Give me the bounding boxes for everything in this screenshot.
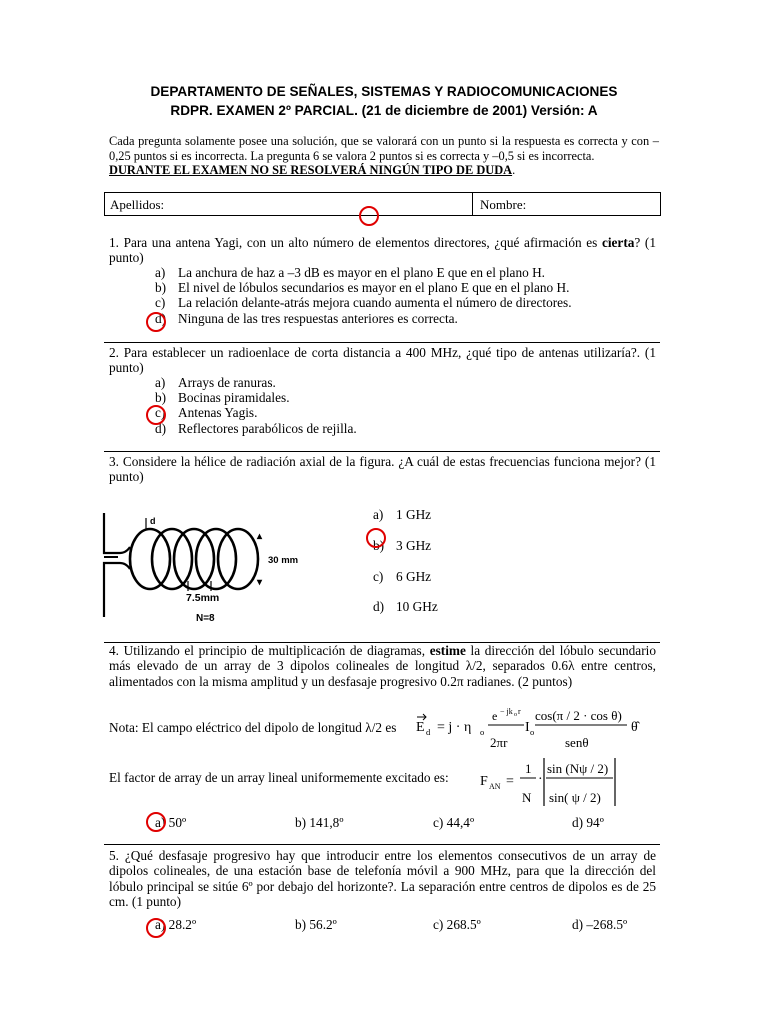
svg-text:o: o [514, 712, 517, 718]
answer-mark-circle [146, 405, 166, 425]
svg-text:d: d [426, 727, 431, 737]
svg-text:F: F [480, 774, 488, 789]
option-letter: a) [155, 815, 166, 830]
option[interactable] [373, 592, 438, 623]
question-4 [109, 643, 656, 689]
option-text: La relación delante-atrás mejora cuando aumenta el número de directores. [178, 295, 572, 311]
question-5: 5. ¿Qué desfasaje progresivo hay que introducir entre los elementos consecutivos de un array de dipolos colineales, de una estación base de telefonía móvil a 900 MHz, para que la dirección del lóbulo principal se sitúe 6º por debajo del horizonte?. La separación entre centros de dipolos es de 25 cm. (1 punto) [109, 848, 656, 910]
option-text: 10 GHz [396, 599, 438, 615]
option[interactable] [155, 405, 357, 420]
exam-title: RDPR. EXAMEN 2º PARCIAL. (21 de diciembre de 2001) Versión: A [170, 103, 598, 118]
option-text: 50º [168, 815, 187, 830]
figure-diameter-label: 30 mm [268, 555, 299, 566]
question-1-bold: cierta [601, 235, 635, 250]
divider [104, 342, 660, 343]
option[interactable] [433, 815, 474, 831]
divider [104, 451, 660, 452]
option-letter: c) [373, 568, 384, 584]
figure-pitch-label: 7.5mm [186, 592, 220, 604]
svg-text:·: · [538, 772, 543, 787]
option-text: –268.5º [586, 917, 628, 932]
dipole-field-note: Nota: El campo eléctrico del dipolo de longitud λ/2 es [109, 720, 397, 735]
divider [104, 844, 660, 845]
option-letter: b) [155, 390, 167, 406]
option[interactable] [433, 917, 481, 933]
option-letter: d) [373, 599, 385, 615]
option[interactable] [155, 421, 357, 436]
instructions-text: Cada pregunta solamente posee una solución, que se valorará con un punto si la respuesta es correcta y con –0,25 puntos si es incorrecta. La pregunta 6 se valora 2 puntos si es correcta y –0,5 si es incorrecta. [109, 134, 659, 163]
option-text: La anchura de haz a –3 dB es mayor en el plano E que en el plano H. [178, 265, 546, 280]
option[interactable] [572, 815, 604, 831]
option-letter: b) [295, 815, 307, 830]
answer-mark-circle [146, 312, 166, 332]
svg-text:= j · η: = j · η [437, 720, 472, 735]
option-text: 56.2º [309, 917, 337, 932]
option-letter: d) [155, 310, 167, 326]
svg-text:θ̂: θ̂ [631, 720, 638, 735]
figure-turns-label: N=8 [196, 613, 215, 624]
name-form-divider [472, 193, 473, 215]
option-text: Bocinas piramidales. [178, 390, 290, 406]
helix-figure [100, 505, 300, 630]
svg-text:▴: ▴ [257, 531, 263, 542]
svg-text:AN: AN [489, 782, 501, 791]
question-1 [109, 235, 656, 266]
instructions-warning: DURANTE EL EXAMEN NO SE RESOLVERÁ NINGÚN TIPO DE DUDA [109, 163, 513, 178]
option[interactable] [373, 500, 438, 531]
option[interactable] [373, 562, 438, 593]
array-factor-equation [478, 754, 628, 808]
question-4-text: 4. Utilizando el principio de multiplicación de diagramas, [109, 643, 426, 658]
name-label: Nombre: [480, 197, 527, 212]
option-text: Reflectores parabólicos de rejilla. [178, 420, 357, 436]
svg-text:sin (Nψ / 2): sin (Nψ / 2) [547, 761, 609, 776]
svg-text:r: r [518, 707, 521, 716]
question-3-options [373, 500, 438, 623]
option[interactable] [155, 280, 572, 295]
option-letter: c) [433, 815, 444, 830]
dipole-field-equation [414, 704, 654, 756]
option[interactable] [155, 295, 572, 310]
option-letter: c) [155, 295, 166, 311]
option-letter: d) [155, 420, 167, 436]
option[interactable] [295, 917, 337, 933]
option-text: 6 GHz [396, 568, 432, 584]
answer-mark-circle [146, 918, 166, 938]
option-text: 1 GHz [396, 507, 432, 522]
option-text: 3 GHz [396, 537, 432, 553]
svg-text:E: E [416, 720, 425, 735]
svg-text:senθ: senθ [565, 735, 589, 750]
name-form [104, 192, 661, 216]
option-letter: b) [373, 537, 385, 553]
option-letter: a) [373, 507, 384, 522]
svg-text:=: = [506, 774, 514, 789]
option-letter: a) [155, 917, 166, 932]
svg-text:o: o [530, 727, 535, 737]
svg-text:o: o [480, 727, 485, 737]
svg-text:− jk: − jk [500, 707, 513, 716]
option[interactable] [155, 375, 357, 390]
option-text: 28.2º [168, 917, 197, 932]
option-letter: c) [433, 917, 444, 932]
answer-mark-circle [359, 206, 379, 226]
option-text: 94º [586, 815, 604, 830]
figure-d-label: d [150, 516, 156, 526]
question-4-bold: estime [429, 643, 466, 658]
array-factor-note: El factor de array de un array lineal uniformemente excitado es: [109, 770, 449, 785]
option[interactable] [295, 815, 343, 831]
svg-text:I: I [525, 720, 530, 735]
svg-text:1: 1 [525, 761, 532, 776]
surname-label: Apellidos: [110, 197, 165, 212]
option-letter: a) [155, 265, 166, 280]
question-3: 3. Considere la hélice de radiación axial de la figura. ¿A cuál de estas frecuencias funciona mejor? (1 punto) [109, 454, 656, 485]
question-2-options [155, 375, 357, 436]
option[interactable] [155, 390, 357, 405]
option[interactable] [155, 265, 572, 280]
option-letter: a) [155, 375, 166, 390]
svg-text:cos(π / 2 · cos θ): cos(π / 2 · cos θ) [535, 708, 622, 723]
option[interactable] [572, 917, 627, 933]
option[interactable] [155, 311, 572, 326]
question-4-text-cont: la dirección del lóbulo secundario más elevado de un array de 3 dipolos colineales de longitud λ/2, separados 0.6λ entre centros, alimentados con la misma amplitud y un desfasaje progresivo 0.2π radianes. (2 puntos) [109, 643, 656, 689]
svg-text:sin( ψ / 2): sin( ψ / 2) [549, 790, 601, 805]
option-text: Ninguna de las tres respuestas anteriores es correcta. [178, 310, 458, 326]
option-text: 44,4º [446, 815, 475, 830]
answer-mark-circle [146, 812, 166, 832]
svg-text:e: e [492, 709, 498, 723]
option-letter: c) [155, 405, 166, 421]
option-letter: d) [572, 815, 584, 830]
option-text: Antenas Yagis. [178, 405, 258, 421]
svg-text:▾: ▾ [257, 577, 263, 588]
option-letter: b) [295, 917, 307, 932]
option-text: El nivel de lóbulos secundarios es mayor en el plano E que en el plano H. [178, 280, 570, 296]
answer-mark-circle [366, 528, 386, 548]
department-title: DEPARTAMENTO DE SEÑALES, SISTEMAS Y RADIOCOMUNICACIONES [150, 84, 618, 99]
instructions: Cada pregunta solamente posee una solución, que se valorará con un punto si la respuesta es correcta y con –0,25 puntos si es incorrecta. La pregunta 6 se valora 2 puntos si es correcta y –0,5 si es incorrecta. DURANTE EL EXAMEN NO SE RESOLVERÁ NINGÚN TIPO DE DUDA. [109, 134, 659, 178]
svg-text:2πr: 2πr [490, 735, 508, 750]
option-text: 268.5º [446, 917, 481, 932]
question-1-text: 1. Para una antena Yagi, con un alto número de elementos directores, ¿qué afirmación es [109, 235, 598, 250]
question-2: 2. Para establecer un radioenlace de corta distancia a 400 MHz, ¿qué tipo de antenas utilizaría?. (1 punto) [109, 345, 656, 376]
question-1-options [155, 265, 572, 326]
option-text: Arrays de ranuras. [178, 375, 276, 390]
option-letter: b) [155, 280, 167, 296]
svg-text:N: N [522, 790, 532, 805]
question-1-points: ? (1 punto) [109, 235, 657, 266]
option-letter: d) [572, 917, 584, 932]
option-text: 141,8º [309, 815, 344, 830]
